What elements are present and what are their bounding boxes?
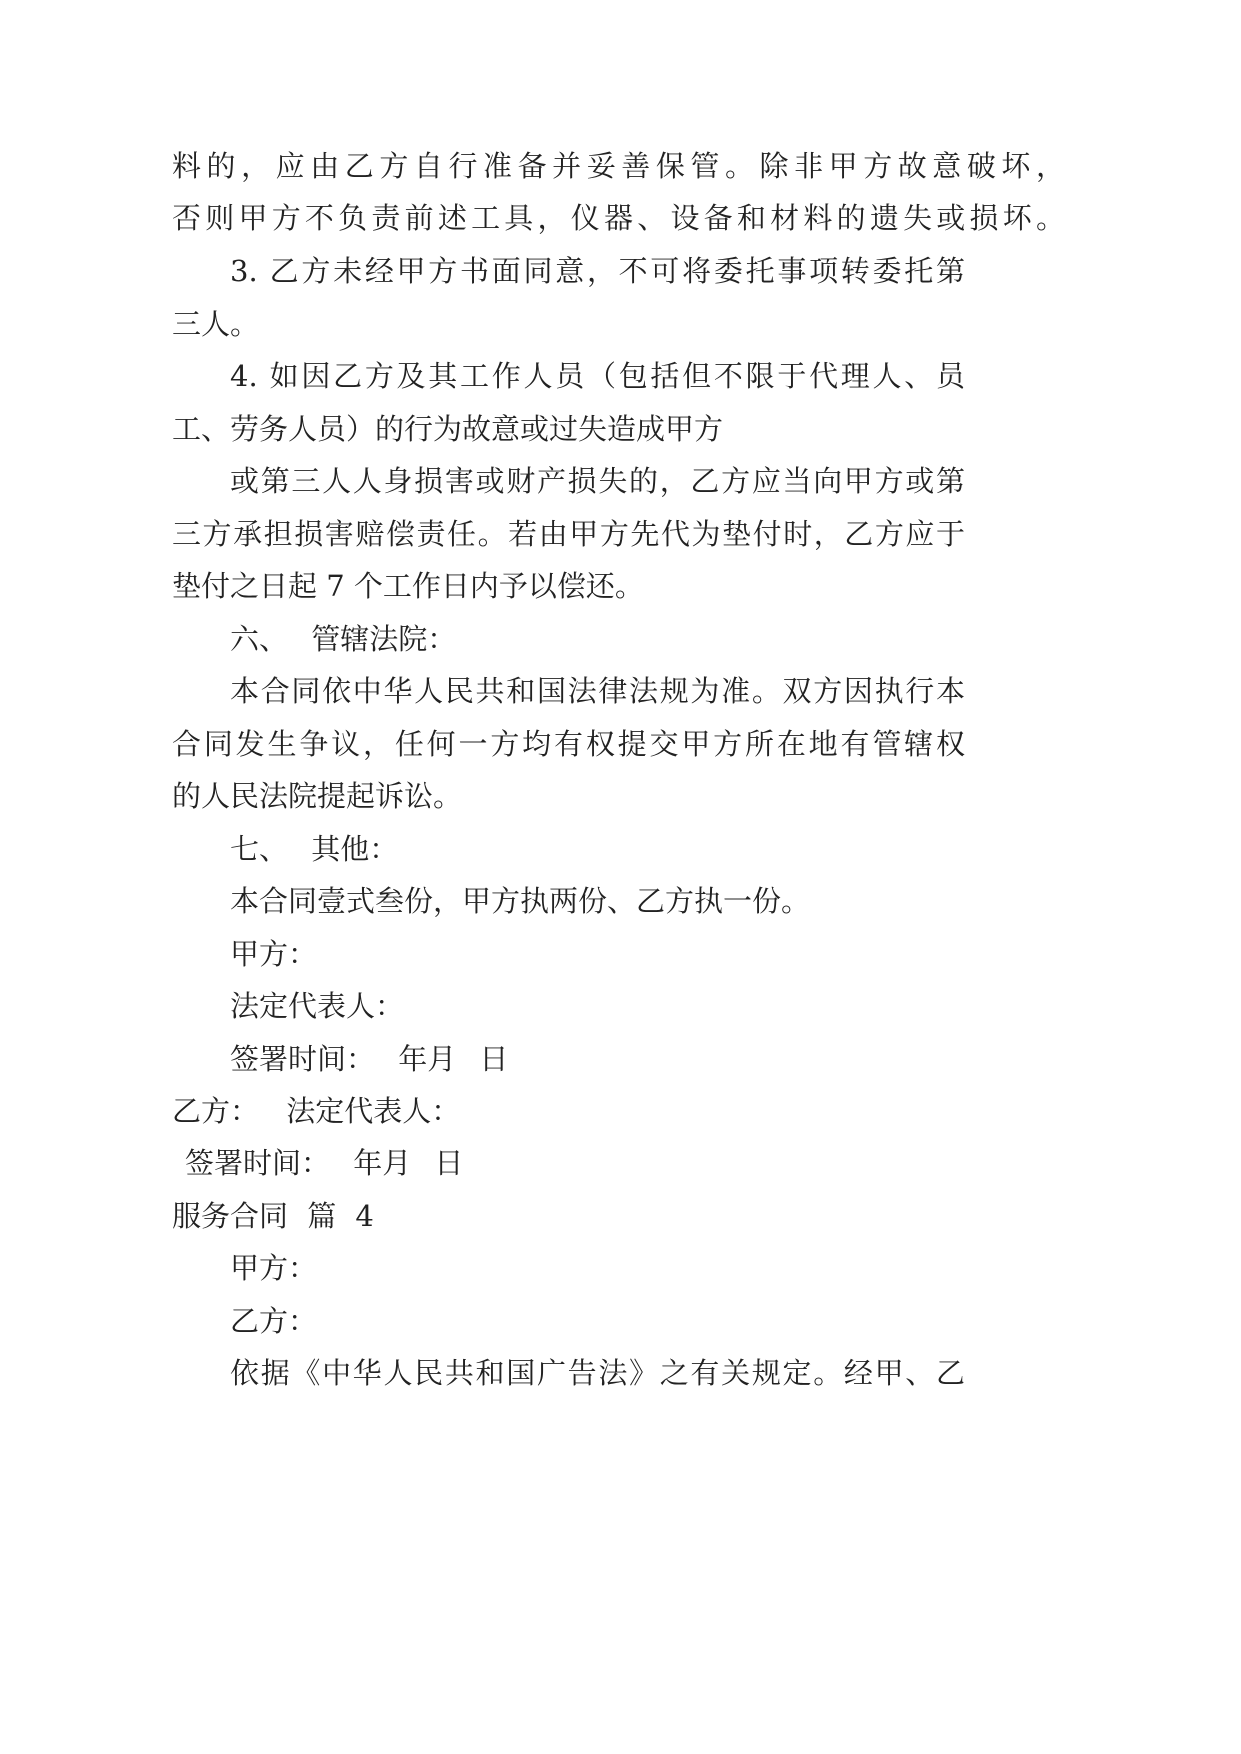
section-heading: 六、 管辖法院：: [230, 622, 457, 656]
body-line: 工、劳务人员）的行为故意或过失造成甲方: [172, 412, 724, 446]
contract-heading: 服务合同 篇 4: [172, 1199, 374, 1233]
body-line: 垫付之日起 7 个工作日内予以偿还。: [172, 569, 644, 603]
signature-date: 签署时间： 年月 日: [230, 1042, 509, 1076]
body-line: 或第三人人身损害或财产损失的，乙方应当向甲方或第: [230, 464, 965, 498]
body-line: 料的，应由乙方自行准备并妥善保管。除非甲方故意破坏，: [172, 149, 1065, 183]
body-line: 4. 如因乙方及其工作人员（包括但不限于代理人、员: [230, 359, 965, 393]
body-line: 合同发生争议，任何一方均有权提交甲方所在地有管辖权: [172, 727, 965, 761]
body-line: 本合同依中华人民共和国法律法规为准。双方因执行本: [230, 674, 965, 708]
party-a-label: 甲方：: [230, 1251, 318, 1285]
body-line: 三人。: [172, 307, 260, 341]
body-line: 3. 乙方未经甲方书面同意，不可将委托事项转委托第: [230, 254, 965, 288]
signature-representative: 法定代表人：: [230, 989, 405, 1023]
body-line: 三方承担损害赔偿责任。若由甲方先代为垫付时，乙方应于: [172, 517, 965, 551]
signature-party-b: 乙方： 法定代表人：: [172, 1094, 461, 1128]
section-heading: 七、 其他：: [230, 832, 399, 866]
party-b-label: 乙方：: [230, 1304, 318, 1338]
signature-party-a: 甲方：: [230, 937, 318, 971]
signature-date: 签署时间： 年月 日: [185, 1146, 464, 1180]
body-line: 否则甲方不负责前述工具，仪器、设备和材料的遗失或损坏。: [172, 201, 1065, 235]
body-line: 本合同壹式叁份，甲方执两份、乙方执一份。: [230, 884, 811, 918]
body-line: 依据《中华人民共和国广告法》之有关规定。经甲、乙: [230, 1356, 965, 1390]
body-line: 的人民法院提起诉讼。: [172, 779, 463, 813]
